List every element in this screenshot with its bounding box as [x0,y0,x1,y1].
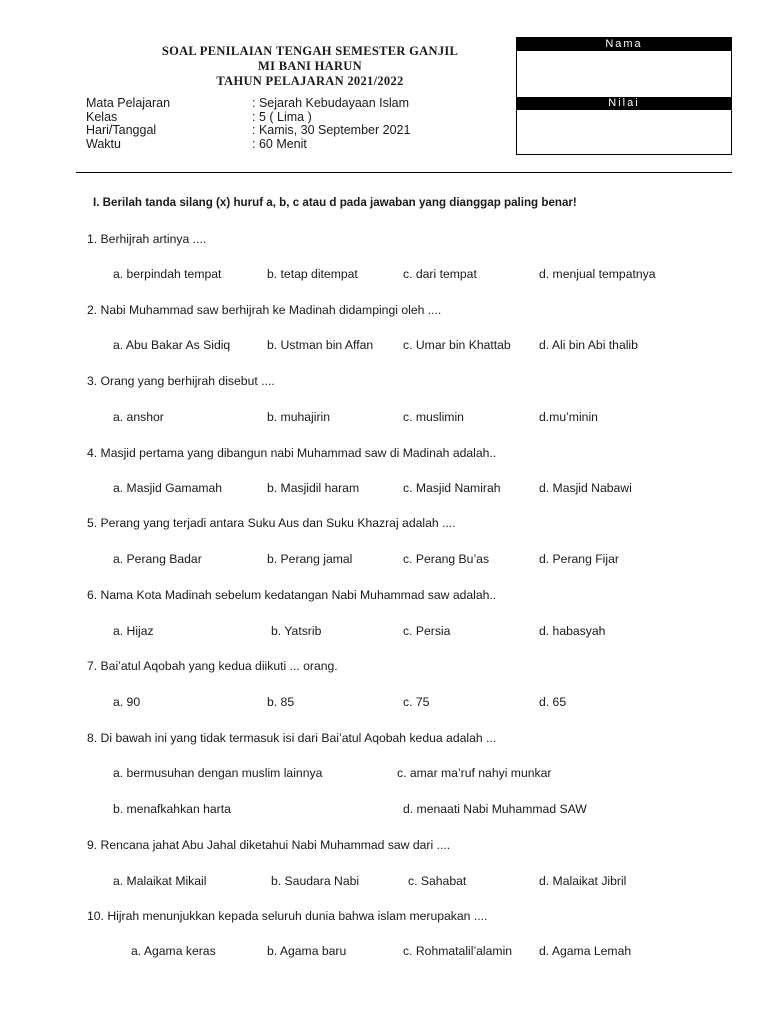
exam-info [86,97,410,151]
score-box-header: Nilai [517,97,731,110]
option-b: b. Yatsrib [271,624,322,638]
option-c: c. 75 [403,695,430,709]
option-a: a. Malaikat Mikail [113,874,207,888]
question-1: 1. Berhijrah artinya .... [87,232,207,246]
question-10: 10. Hijrah menunjukkan kepada seluruh dunia bahwa islam merupakan .... [87,909,488,923]
info-value: : Kamis, 30 September 2021 [252,123,411,137]
option-b: b. Masjidil haram [267,481,360,495]
option-c: c. amar ma’ruf nahyi munkar [397,766,552,780]
option-a: a. Agama keras [131,944,216,958]
option-a: a. Perang Badar [113,552,202,566]
options-9 [0,874,768,890]
options-3 [0,410,768,426]
options-8-row-2 [0,802,768,818]
question-2: 2. Nabi Muhammad saw berhijrah ke Madinah didampingi oleh .... [87,303,442,317]
info-label: Kelas [86,109,118,124]
exam-title: SOAL PENILAIAN TENGAH SEMESTER GANJIL [161,44,459,58]
question-5: 5. Perang yang terjadi antara Suku Aus dan Suku Khazraj adalah .... [87,516,456,530]
academic-year: TAHUN PELAJARAN 2021/2022 [216,74,404,88]
options-8-row-1 [0,766,768,782]
option-a: a. 90 [113,695,141,709]
option-a: a. Hijaz [113,624,154,638]
options-5 [0,552,768,568]
option-c: c. Rohmatalil’alamin [403,944,513,958]
info-row-date [86,124,410,138]
options-4 [0,481,768,497]
info-label: Mata Pelajaran [86,96,171,110]
question-9: 9. Rencana jahat Abu Jahal diketahui Nabi Muhammad saw dari .... [87,838,451,852]
question-3: 3. Orang yang berhijrah disebut .... [87,374,275,388]
options-10 [0,944,768,960]
option-d: d. menaati Nabi Muhammad SAW [403,802,587,816]
exam-header [110,44,510,89]
info-value: : 5 ( Lima ) [252,109,312,124]
option-a: a. anshor [113,410,164,424]
header-divider [76,172,732,173]
option-c: c. Perang Bu’as [403,552,490,566]
option-a: a. Masjid Gamamah [113,481,223,495]
options-7 [0,695,768,711]
option-c: c. Persia [403,624,451,638]
question-7: 7. Bai’atul Aqobah yang kedua diikuti ... orang. [87,659,338,673]
option-c: c. dari tempat [403,267,477,281]
name-score-box [516,37,732,155]
options-6 [0,624,768,640]
info-row-class [86,111,410,125]
option-d: d. Agama Lemah [539,944,632,958]
options-2 [0,338,768,354]
option-a: a. berpindah tempat [113,267,222,281]
question-6: 6. Nama Kota Madinah sebelum kedatangan Nabi Muhammad saw adalah.. [87,588,497,602]
option-c: c. muslimin [403,410,464,424]
option-b: b. Saudara Nabi [271,874,360,888]
info-label: Waktu [86,136,121,151]
option-d: d. menjual tempatnya [539,267,656,281]
option-d: d. 65 [539,695,567,709]
info-value: : 60 Menit [252,136,307,151]
option-a: a. Abu Bakar As Sidiq [113,338,231,352]
question-4: 4. Masjid pertama yang dibangun nabi Muhammad saw di Madinah adalah.. [87,446,497,460]
section-instruction: I. Berilah tanda silang (x) huruf a, b, c atau d pada jawaban yang dianggap paling benar! [93,196,577,209]
option-d: d. Ali bin Abi thalib [539,338,638,352]
option-d: d. Masjid Nabawi [539,481,632,495]
question-8: 8. Di bawah ini yang tidak termasuk isi dari Bai’atul Aqobah kedua adalah ... [87,731,497,745]
options-1 [0,267,768,283]
option-b: b. Ustman bin Affan [267,338,374,352]
name-box-header: Nama [517,38,731,51]
school-name: MI BANI HARUN [258,59,362,73]
option-b: b. muhajirin [267,410,330,424]
option-c: c. Masjid Namirah [403,481,501,495]
option-d: d. Malaikat Jibril [539,874,627,888]
option-d: d.mu’minin [539,410,598,424]
option-c: c. Umar bin Khattab [403,338,511,352]
option-b: b. Agama baru [267,944,347,958]
info-row-subject [86,97,410,111]
option-d: d. habasyah [539,624,606,638]
option-d: d. Perang Fijar [539,552,619,566]
option-c: c. Sahabat [408,874,467,888]
option-a: a. bermusuhan dengan muslim lainnya [113,766,323,780]
info-row-time [86,138,410,152]
option-b: b. 85 [267,695,295,709]
option-b: b. Perang jamal [267,552,353,566]
option-b: b. menafkahkan harta [113,802,231,816]
info-label: Hari/Tanggal [86,123,157,137]
option-b: b. tetap ditempat [267,267,358,281]
info-value: : Sejarah Kebudayaan Islam [252,96,410,110]
